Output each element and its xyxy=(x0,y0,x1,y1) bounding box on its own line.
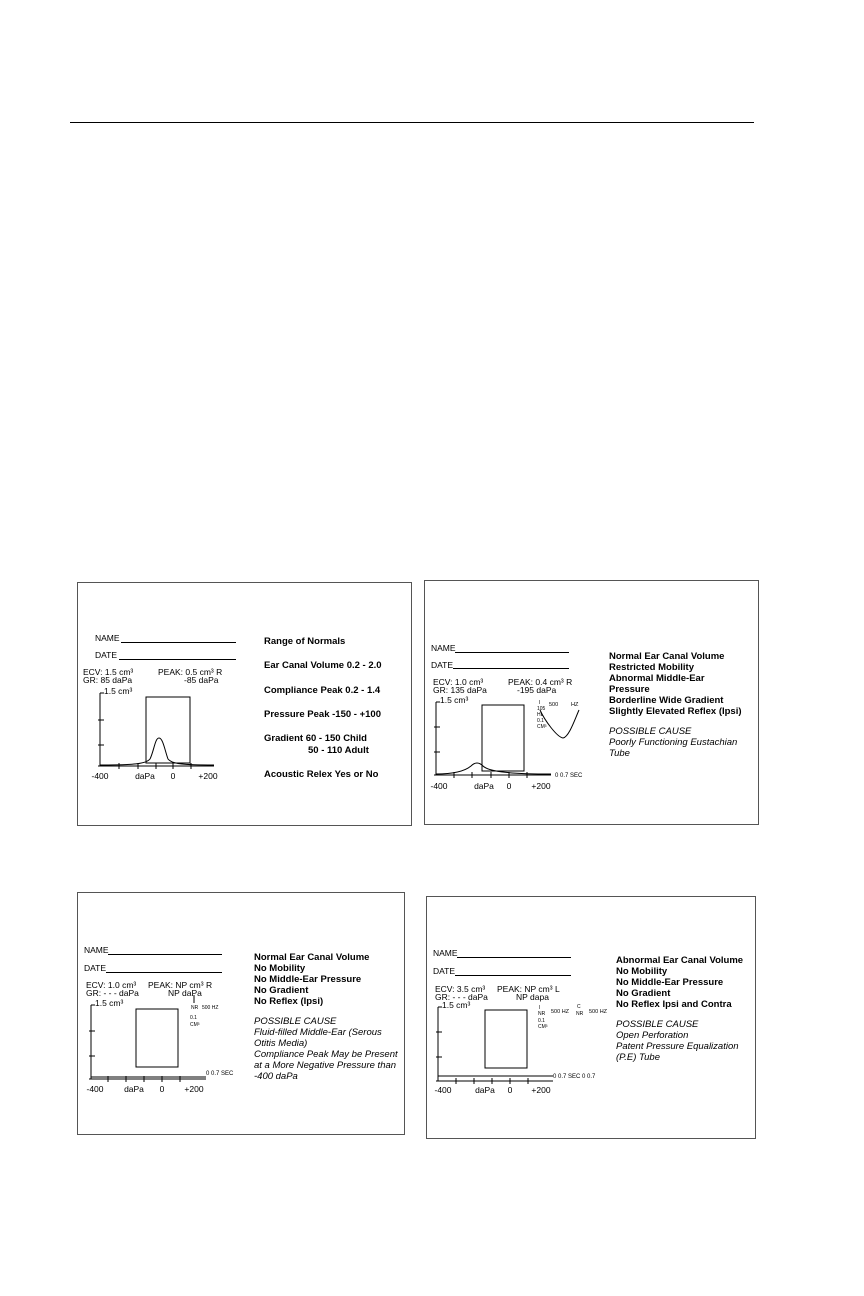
findings-list xyxy=(254,952,404,1082)
findings-list xyxy=(609,651,757,759)
name-label: NAME xyxy=(433,948,458,958)
reflex-label: NR xyxy=(576,1011,584,1017)
x-tick-label: -400 xyxy=(434,1085,452,1095)
finding: Slightly Elevated Reflex (Ipsi) xyxy=(609,706,742,717)
peak-pressure: NP daPa xyxy=(168,988,202,998)
date-label: DATE xyxy=(433,966,456,976)
reflex-label: I xyxy=(539,1005,541,1011)
ecv-value: ECV: 1.0 cm³ xyxy=(433,677,484,687)
tympanogram-chart xyxy=(427,897,607,1140)
tympanogram-chart xyxy=(78,893,248,1136)
tympanogram-card-eustachian xyxy=(424,580,759,825)
finding: Abnormal Middle-Ear Pressure xyxy=(609,673,705,695)
reflex-time-label: 0 0.7 SEC 0 0.7 xyxy=(553,1074,596,1080)
peak-pressure: NP dapa xyxy=(516,992,549,1002)
reflex-label: HL xyxy=(537,712,544,718)
header-rule xyxy=(70,122,754,123)
possible-cause-heading: POSSIBLE CAUSE xyxy=(616,1019,699,1030)
x-tick-label: +200 xyxy=(198,771,218,781)
y-axis-label: 1.5 cm³ xyxy=(440,695,469,705)
x-tick-label: daPa xyxy=(135,771,155,781)
peak-value: PEAK: NP cm³ R xyxy=(148,980,213,990)
possible-cause-heading: POSSIBLE CAUSE xyxy=(254,1016,337,1027)
possible-cause: Fluid-filled Middle-Ear (Serous Otitis Media) xyxy=(254,1027,382,1049)
finding: No Middle-Ear Pressure xyxy=(616,977,724,988)
tympanogram-card-perforation xyxy=(426,896,756,1139)
x-tick-label: daPa xyxy=(124,1084,144,1094)
peak-pressure: -85 daPa xyxy=(184,675,219,685)
x-tick-label: 0 xyxy=(170,771,176,781)
ecv-value: ECV: 1.0 cm³ xyxy=(86,980,137,990)
reflex-label: 0.1 xyxy=(538,1018,545,1024)
reflex-label: NR xyxy=(191,1005,199,1011)
reflex-label: CM³ xyxy=(190,1022,200,1028)
peak-pressure: -195 daPa xyxy=(517,685,557,695)
reflex-label: HZ xyxy=(571,702,579,708)
name-label: NAME xyxy=(84,945,109,955)
reflex-label: 500 HZ xyxy=(589,1009,608,1015)
peak-value: PEAK: 0.5 cm³ R xyxy=(158,667,223,677)
finding: No Middle-Ear Pressure xyxy=(254,974,362,985)
date-label: DATE xyxy=(95,650,118,660)
tympanogram-card-fluid xyxy=(77,892,405,1135)
finding: Restricted Mobility xyxy=(609,662,694,673)
y-axis-label: 1.5 cm³ xyxy=(104,686,133,696)
reflex-label: 500 xyxy=(549,702,559,708)
x-tick-label: -400 xyxy=(91,771,109,781)
reflex-label: 0.1 xyxy=(190,1015,197,1021)
reflex-label: I xyxy=(539,700,541,706)
x-tick-label: 0 xyxy=(506,781,512,791)
x-tick-label: 0 xyxy=(507,1085,513,1095)
gradient-value: GR: 85 daPa xyxy=(83,675,133,685)
normals-pressure: Pressure Peak -150 - +100 xyxy=(264,709,381,720)
y-axis-label: 1.5 cm³ xyxy=(95,998,124,1008)
x-tick-label: daPa xyxy=(474,781,494,791)
finding: Borderline Wide Gradient xyxy=(609,695,724,706)
finding: No Mobility xyxy=(616,966,668,977)
possible-cause: Compliance Peak May be Present at a More Negative Pressure than -400 daPa xyxy=(254,1049,398,1082)
normals-gradient-adult: 50 - 110 Adult xyxy=(308,745,369,756)
finding: Normal Ear Canal Volume xyxy=(254,952,370,963)
normals-gradient-child: Gradient 60 - 150 Child xyxy=(264,733,367,744)
x-tick-label: -400 xyxy=(430,781,448,791)
tympanogram-chart xyxy=(425,581,605,826)
date-label: DATE xyxy=(84,963,107,973)
finding: No Gradient xyxy=(254,985,309,996)
y-axis-label: 1.5 cm³ xyxy=(442,1000,471,1010)
reflex-label: 500 HZ xyxy=(551,1009,570,1015)
reflex-time-label: 0 0.7 SEC xyxy=(206,1071,234,1077)
tympanogram-card-normals xyxy=(77,582,412,826)
reflex-label: CM³ xyxy=(537,724,547,730)
x-tick-label: +200 xyxy=(184,1084,204,1094)
normals-ear-canal: Ear Canal Volume 0.2 - 2.0 xyxy=(264,660,382,671)
findings-list xyxy=(616,955,756,1063)
reflex-label: 500 HZ xyxy=(202,1005,219,1011)
gradient-value: GR: - - - daPa xyxy=(86,988,139,998)
reflex-label: 0.1 xyxy=(537,718,544,724)
normals-heading: Range of Normals xyxy=(264,636,346,647)
possible-cause: (P.E) Tube xyxy=(616,1052,661,1063)
reflex-time-label: 0 0.7 SEC xyxy=(555,773,583,779)
ecv-value: ECV: 1.5 cm³ xyxy=(83,667,134,677)
reflex-label: C xyxy=(577,1004,581,1010)
x-tick-label: +200 xyxy=(531,1085,551,1095)
finding: No Reflex (Ipsi) xyxy=(254,996,324,1007)
x-tick-label: 0 xyxy=(159,1084,165,1094)
normals-compliance: Compliance Peak 0.2 - 1.4 xyxy=(264,685,381,696)
ecv-value: ECV: 3.5 cm³ xyxy=(435,984,486,994)
reflex-label: 105 xyxy=(537,706,546,712)
possible-cause: Patent Pressure Equalization xyxy=(616,1041,739,1052)
name-label: NAME xyxy=(95,633,120,643)
possible-cause: Poorly Functioning Eustachian Tube xyxy=(609,737,738,759)
finding: Abnormal Ear Canal Volume xyxy=(616,955,744,966)
peak-value: PEAK: NP cm³ L xyxy=(497,984,560,994)
x-tick-label: +200 xyxy=(531,781,551,791)
reflex-label: NR xyxy=(538,1011,546,1017)
peak-value: PEAK: 0.4 cm³ R xyxy=(508,677,573,687)
name-label: NAME xyxy=(431,643,456,653)
reflex-label: CM³ xyxy=(538,1024,548,1030)
x-tick-label: -400 xyxy=(86,1084,104,1094)
finding: Normal Ear Canal Volume xyxy=(609,651,725,662)
possible-cause-heading: POSSIBLE CAUSE xyxy=(609,726,692,737)
gradient-value: GR: - - - daPa xyxy=(435,992,488,1002)
finding: No Gradient xyxy=(616,988,671,999)
gradient-value: GR: 135 daPa xyxy=(433,685,487,695)
finding: No Mobility xyxy=(254,963,306,974)
tympanogram-chart xyxy=(78,583,278,827)
possible-cause: Open Perforation xyxy=(616,1030,689,1041)
x-tick-label: daPa xyxy=(475,1085,495,1095)
finding: No Reflex Ipsi and Contra xyxy=(616,999,732,1010)
date-label: DATE xyxy=(431,660,454,670)
normals-reflex: Acoustic Relex Yes or No xyxy=(264,769,379,780)
